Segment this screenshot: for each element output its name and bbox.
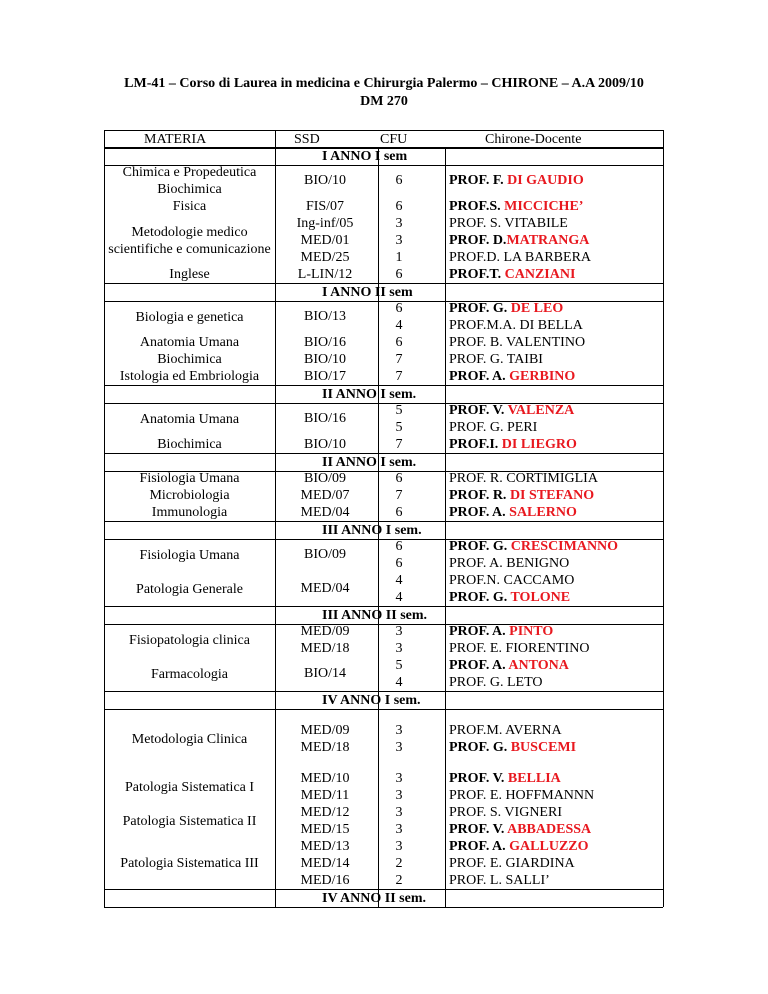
materia-cell: Farmacologia (151, 666, 228, 682)
cfu-cell (384, 504, 414, 521)
docente-name: GERBINO (509, 369, 576, 384)
section-header (104, 889, 663, 908)
section-label: IV ANNO I sem. (322, 693, 421, 708)
docente-prefix: PROF. V. (449, 822, 508, 837)
section-label: I ANNO I sem (322, 149, 408, 164)
table-row (104, 198, 663, 215)
cfu-cell (384, 300, 414, 334)
cfu-cell (384, 770, 414, 804)
docente-entry (449, 804, 663, 821)
docente-prefix: PROF. G. (449, 539, 511, 554)
cfu-cell (384, 722, 414, 756)
ssd-value: MED/04 (300, 581, 350, 596)
ssd-cell (282, 487, 368, 504)
ssd-cell (282, 665, 368, 682)
materia-cell: Immunologia (151, 505, 228, 520)
ssd-cell (282, 308, 368, 325)
cfu-value: 2 (395, 856, 403, 871)
cfu-cell (384, 470, 414, 487)
docente-prefix: PROF.D. LA BARBERA (449, 250, 592, 265)
docente-prefix: PROF. E. GIARDINA (449, 856, 575, 871)
cfu-value: 5 (395, 420, 403, 435)
docente-entry (449, 368, 663, 385)
ssd-cell (282, 368, 368, 385)
docente-prefix: PROF.M.A. DI BELLA (449, 318, 583, 333)
ssd-cell (282, 546, 368, 563)
table-row (104, 804, 663, 838)
docente-cell (449, 722, 663, 756)
section-header (104, 691, 663, 710)
cfu-value: 7 (395, 488, 403, 503)
cfu-value: 7 (395, 352, 403, 367)
docente-entry (449, 589, 663, 606)
docente-prefix: PROF.I. (449, 437, 502, 452)
docente-entry (449, 232, 663, 249)
table-row (104, 838, 663, 889)
docente-entry (449, 215, 663, 232)
docente-cell (449, 572, 663, 606)
docente-prefix: PROF.M. AVERNA (449, 723, 562, 738)
cfu-cell (384, 657, 414, 691)
cfu-cell (384, 402, 414, 436)
materia-cell: Patologia Sistematica I (124, 779, 255, 795)
materia-cell: Fisiologia Umana (139, 471, 240, 486)
docente-entry (449, 674, 663, 691)
docente-entry (449, 538, 663, 555)
ssd-cell (282, 410, 368, 427)
table-row (104, 436, 663, 453)
table-row (104, 368, 663, 385)
ssd-value: MED/01 (300, 233, 350, 248)
cfu-value: 3 (395, 641, 403, 656)
docente-entry (449, 555, 663, 572)
materia-cell: Biologia e genetica (135, 309, 244, 325)
docente-prefix: PROF. A. (449, 505, 510, 520)
cfu-value: 6 (395, 199, 403, 214)
materia-cell: Fisiologia Umana (139, 547, 240, 563)
ssd-value: L-LIN/12 (297, 267, 353, 282)
docente-entry (449, 198, 663, 215)
cfu-cell (384, 266, 414, 283)
docente-cell (449, 657, 663, 691)
ssd-cell (282, 504, 368, 521)
docente-name: MICCICHE’ (504, 199, 584, 214)
materia-cell: Anatomia Umana (139, 411, 240, 427)
ssd-value: MED/04 (300, 505, 350, 520)
ssd-cell (282, 623, 368, 657)
docente-entry (449, 300, 663, 317)
ssd-cell (282, 770, 368, 804)
ssd-cell (282, 351, 368, 368)
docente-entry (449, 266, 663, 283)
title-line-2: DM 270 (360, 94, 408, 109)
table-row (104, 164, 663, 198)
ssd-cell (282, 580, 368, 597)
cfu-value: 4 (395, 590, 403, 605)
cfu-cell (384, 572, 414, 606)
docente-entry (449, 334, 663, 351)
docente-prefix: PROF. A. BENIGNO (449, 556, 570, 571)
cfu-cell (384, 623, 414, 657)
cfu-value: 6 (395, 505, 403, 520)
ssd-value: MED/07 (300, 488, 350, 503)
ssd-value: MED/18 (300, 641, 350, 656)
ssd-value: MED/10 (300, 771, 350, 786)
ssd-cell (282, 804, 368, 838)
cfu-cell (384, 436, 414, 453)
docente-cell (449, 198, 663, 215)
ssd-value: MED/09 (300, 723, 350, 738)
table-row (104, 538, 663, 572)
docente-prefix: PROF. S. VIGNERI (449, 805, 562, 820)
materia-cell: Patologia Sistematica III (120, 856, 259, 871)
cfu-value: 7 (395, 437, 403, 452)
materia-cell: Patologia Sistematica II (122, 813, 257, 829)
ssd-cell (282, 722, 368, 756)
section-label: III ANNO I sem. (322, 523, 422, 538)
docente-prefix: PROF. V. (449, 403, 508, 418)
ssd-value: BIO/10 (304, 437, 346, 452)
cfu-value: 6 (395, 471, 403, 486)
docente-prefix: PROF. E. FIORENTINO (449, 641, 590, 656)
docente-entry (449, 419, 663, 436)
ssd-cell (282, 215, 368, 266)
docente-prefix: PROF.N. CACCAMO (449, 573, 575, 588)
docente-entry (449, 770, 663, 787)
ssd-value: BIO/14 (304, 666, 346, 681)
docente-entry (449, 436, 663, 453)
docente-entry (449, 172, 663, 189)
table-row (104, 334, 663, 351)
docente-cell (449, 368, 663, 385)
docente-name: BUSCEMI (510, 740, 577, 755)
docente-cell (449, 215, 663, 266)
docente-prefix: PROF. G. TAIBI (449, 352, 543, 367)
docente-entry (449, 855, 663, 872)
materia-cell: Biochimica (157, 437, 222, 452)
docente-prefix: PROF. G. (449, 590, 511, 605)
docente-prefix: PROF. B. VALENTINO (449, 335, 586, 350)
docente-prefix: PROF. F. (449, 173, 508, 188)
docente-cell (449, 770, 663, 804)
section-label: II ANNO I sem. (322, 455, 417, 470)
table-row (104, 300, 663, 334)
document-title (70, 75, 698, 111)
section-label: III ANNO II sem. (322, 608, 428, 623)
ssd-value: Ing-inf/05 (296, 216, 354, 231)
cfu-value: 6 (395, 267, 403, 282)
header-ssd: SSD (294, 132, 320, 147)
docente-cell (449, 623, 663, 657)
ssd-value: MED/09 (300, 624, 350, 639)
table-row (104, 657, 663, 691)
docente-entry (449, 722, 663, 739)
title-line-1: LM-41 – Corso di Laurea in medicina e Chirurgia Palermo – CHIRONE – A.A 2009/10 (124, 76, 644, 91)
docente-prefix: PROF. G. LETO (449, 675, 543, 690)
docente-name: PINTO (509, 624, 554, 639)
docente-cell (449, 487, 663, 504)
cfu-cell (384, 172, 414, 189)
docente-prefix: PROF. L. SALLI’ (449, 873, 550, 888)
cfu-value: 6 (395, 173, 403, 188)
table-row (104, 623, 663, 657)
cfu-cell (384, 804, 414, 838)
ssd-value: MED/11 (300, 788, 350, 803)
cfu-value: 3 (395, 822, 403, 837)
header-materia: MATERIA (144, 132, 207, 147)
docente-prefix: PROF. D. (449, 233, 507, 248)
docente-entry (449, 640, 663, 657)
header-cfu: CFU (380, 132, 408, 147)
cfu-value: 3 (395, 216, 403, 231)
docente-entry (449, 739, 663, 756)
ssd-value: MED/25 (300, 250, 350, 265)
cfu-value: 7 (395, 369, 403, 384)
ssd-value: BIO/17 (304, 369, 346, 384)
docente-cell (449, 804, 663, 838)
ssd-value: MED/13 (300, 839, 350, 854)
docente-entry (449, 821, 663, 838)
table-row (104, 402, 663, 436)
header-docente: Chirone-Docente (485, 132, 582, 147)
ssd-value: BIO/13 (304, 309, 346, 324)
materia-cell: Inglese (169, 267, 210, 282)
docente-prefix: PROF. R. (449, 488, 510, 503)
cfu-value: 1 (395, 250, 403, 265)
table-row (104, 572, 663, 606)
docente-prefix: PROF.S. (449, 199, 505, 214)
cfu-value: 4 (395, 318, 403, 333)
materia-cell: Fisica (172, 199, 207, 214)
docente-name: DI GAUDIO (507, 173, 584, 188)
docente-cell (449, 470, 663, 487)
column-divider (104, 130, 105, 907)
docente-name: DI LIEGRO (501, 437, 577, 452)
ssd-value: MED/16 (300, 873, 350, 888)
docente-name: CRESCIMANNO (510, 539, 619, 554)
cfu-value: 4 (395, 573, 403, 588)
cfu-value: 5 (395, 658, 403, 673)
cfu-cell (384, 215, 414, 266)
docente-cell (449, 351, 663, 368)
ssd-value: BIO/10 (304, 173, 346, 188)
ssd-cell (282, 172, 368, 189)
docente-cell (449, 334, 663, 351)
docente-name: GALLUZZO (509, 839, 589, 854)
cfu-cell (384, 368, 414, 385)
docente-entry (449, 838, 663, 855)
ssd-value: MED/12 (300, 805, 350, 820)
docente-name: CANZIANI (504, 267, 576, 282)
docente-prefix: PROF. G. PERI (449, 420, 538, 435)
table-row (104, 487, 663, 504)
materia-cell: Patologia Generale (136, 581, 243, 597)
section-label: IV ANNO II sem. (322, 891, 426, 906)
cfu-value: 6 (395, 556, 403, 571)
docente-cell (449, 538, 663, 572)
docente-prefix: PROF. G. (449, 740, 511, 755)
materia-cell: Metodologie medico scientifiche e comunicazione (108, 224, 271, 257)
docente-prefix: PROF. E. HOFFMANNN (449, 788, 595, 803)
ssd-value: BIO/16 (304, 335, 346, 350)
docente-name: TOLONE (510, 590, 571, 605)
docente-cell (449, 436, 663, 453)
docente-name: VALENZA (507, 403, 575, 418)
docente-entry (449, 317, 663, 334)
docente-name: DE LEO (510, 301, 564, 316)
cfu-value: 3 (395, 771, 403, 786)
docente-prefix: PROF. S. VITABILE (449, 216, 568, 231)
docente-name: BELLIA (507, 771, 561, 786)
ssd-cell (282, 470, 368, 487)
docente-entry (449, 351, 663, 368)
cfu-value: 4 (395, 675, 403, 690)
ssd-value: BIO/10 (304, 352, 346, 367)
docente-entry (449, 787, 663, 804)
ssd-cell (282, 334, 368, 351)
cfu-cell (384, 351, 414, 368)
ssd-value: MED/18 (300, 740, 350, 755)
cfu-value: 3 (395, 723, 403, 738)
materia-cell: Metodologia Clinica (131, 731, 248, 747)
docente-prefix: PROF.T. (449, 267, 505, 282)
docente-entry (449, 504, 663, 521)
ssd-value: BIO/09 (304, 547, 346, 562)
section-label: II ANNO I sem. (322, 387, 417, 402)
docente-prefix: PROF. G. (449, 301, 511, 316)
ssd-cell (282, 436, 368, 453)
table-row (104, 470, 663, 487)
docente-cell (449, 266, 663, 283)
cfu-cell (384, 838, 414, 889)
docente-prefix: PROF. A. (449, 624, 510, 639)
cfu-value: 3 (395, 233, 403, 248)
column-divider (275, 130, 276, 907)
docente-cell (449, 838, 663, 889)
course-table (104, 130, 663, 907)
ssd-value: BIO/16 (304, 411, 346, 426)
cfu-value: 6 (395, 335, 403, 350)
docente-prefix: PROF. A. (449, 369, 510, 384)
docente-name: ABBADESSA (507, 822, 592, 837)
cfu-value: 3 (395, 805, 403, 820)
cfu-value: 6 (395, 539, 403, 554)
docente-name: ANTONA (508, 658, 569, 673)
ssd-cell (282, 266, 368, 283)
cfu-value: 3 (395, 740, 403, 755)
docente-prefix: PROF. A. (449, 658, 509, 673)
column-divider (663, 130, 664, 907)
cfu-cell (384, 334, 414, 351)
docente-prefix: PROF. R. CORTIMIGLIA (449, 471, 598, 486)
column-divider (378, 147, 379, 907)
materia-cell: Anatomia Umana (139, 335, 240, 350)
docente-entry (449, 872, 663, 889)
docente-entry (449, 249, 663, 266)
column-divider (445, 147, 446, 907)
docente-name: DI STEFANO (509, 488, 595, 503)
ssd-cell (282, 198, 368, 215)
cfu-cell (384, 198, 414, 215)
table-row (104, 215, 663, 266)
docente-cell (449, 172, 663, 189)
table-row (104, 722, 663, 756)
docente-cell (449, 300, 663, 334)
ssd-value: MED/14 (300, 856, 350, 871)
cfu-cell (384, 538, 414, 572)
materia-cell: Fisiopatologia clinica (129, 632, 250, 648)
docente-prefix: PROF. V. (449, 771, 508, 786)
materia-cell: Chimica e Propedeutica Biochimica (122, 165, 257, 197)
docente-name: MATRANGA (506, 233, 590, 248)
docente-cell (449, 504, 663, 521)
cfu-value: 3 (395, 839, 403, 854)
docente-name: SALERNO (509, 505, 577, 520)
cfu-value: 2 (395, 873, 403, 888)
materia-cell: Istologia ed Embriologia (119, 369, 260, 384)
cfu-value: 5 (395, 403, 403, 418)
docente-entry (449, 470, 663, 487)
ssd-value: FIS/07 (305, 199, 345, 214)
cfu-value: 3 (395, 788, 403, 803)
cfu-value: 6 (395, 301, 403, 316)
materia-cell: Microbiologia (149, 488, 230, 503)
ssd-value: BIO/09 (304, 471, 346, 486)
section-label: I ANNO II sem (322, 285, 413, 300)
docente-cell (449, 402, 663, 436)
ssd-value: MED/15 (300, 822, 350, 837)
ssd-cell (282, 838, 368, 889)
docente-entry (449, 572, 663, 589)
cfu-value: 3 (395, 624, 403, 639)
docente-entry (449, 487, 663, 504)
docente-entry (449, 402, 663, 419)
materia-cell: Biochimica (157, 352, 222, 367)
docente-entry (449, 657, 663, 674)
table-row (104, 770, 663, 804)
docente-prefix: PROF. A. (449, 839, 510, 854)
cfu-cell (384, 487, 414, 504)
table-row (104, 351, 663, 368)
table-row (104, 504, 663, 521)
table-row (104, 266, 663, 283)
docente-entry (449, 623, 663, 640)
